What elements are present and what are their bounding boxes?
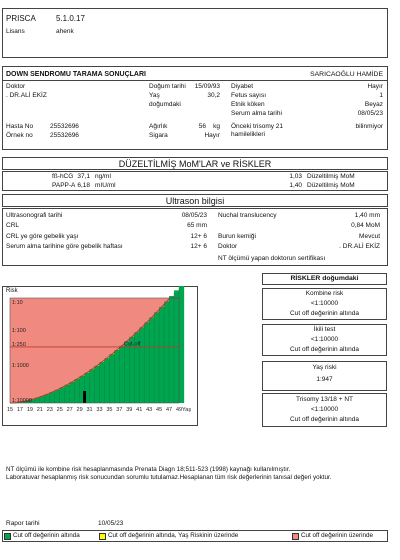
prev-trisomy-label: Önceki trisomy 21 [231, 123, 284, 130]
report-title: DOWN SENDROMU TARAMA SONUÇLARI [6, 71, 146, 78]
app-version: 5.1.0.17 [56, 14, 85, 23]
risk-title-1: Kombine risk [305, 290, 344, 297]
us-left-value-3: 12+ 6 [190, 233, 207, 240]
diabetes-label: Diyabet [231, 83, 254, 90]
us-right-label-1: Nuchal translucency [218, 212, 277, 219]
legend-swatch-red [292, 533, 299, 540]
doctor-value: . DR.ALİ EKİZ [6, 92, 47, 99]
x-tick-label: 35 [106, 407, 113, 413]
us-right-value-3: Mevcut [359, 233, 380, 240]
zone-green-bar [149, 317, 154, 403]
us-right-value-2: 0,84 MoM [351, 222, 380, 229]
us-right-label-3: Burun kemiği [218, 233, 256, 240]
x-tick-label: 23 [46, 407, 53, 413]
mom-value-2: 6,18 [77, 182, 90, 189]
us-left-value-1: 08/05/23 [181, 212, 207, 219]
risks-header: RİSKLER doğumdaki [290, 275, 359, 282]
x-tick-label: 49 [175, 407, 183, 413]
weight-unit: kg [213, 123, 220, 130]
legend-swatch-green [4, 533, 11, 540]
zone-green-bar [124, 341, 129, 403]
zone-green-bar [95, 366, 100, 403]
license-label: Lisans [6, 28, 25, 35]
legend-text-yellow: Cut off değerinin altında, Yaş Riskinin üzerinde [108, 532, 239, 539]
risk-title-3: Yaş riski [312, 364, 337, 371]
zone-green-bar [45, 394, 50, 403]
zone-green-bar [55, 390, 60, 403]
us-left-label-3: CRL ye göre gebelik yaşı [6, 233, 79, 240]
legend-text-green: Cut off değerinin altında [13, 532, 80, 539]
cutoff-label: Cut-off [124, 341, 141, 348]
mom-label-2: Düzeltilmiş MoM [307, 182, 355, 189]
risk-status-1: Cut off değerinin altında [290, 310, 359, 317]
note-line-1: NT ölçümü ile kombine risk hesaplanmasında Prenata Diagn 18;511-523 (1998) kaynağı kullanılmıştır. [6, 466, 291, 473]
risk-value-3: 1:947 [316, 376, 333, 383]
zone-green-bar [139, 327, 144, 403]
risk-title-4: Trisomy 13/18 + NT [295, 396, 353, 403]
zone-green-bar [75, 379, 80, 403]
x-tick-label: 33 [96, 407, 103, 413]
y-tick-label: 1:1000 [12, 363, 29, 369]
diabetes-value: Hayır [367, 83, 383, 90]
mom-mom-2: 1,40 [289, 182, 302, 189]
x-tick-label: 37 [116, 407, 123, 413]
birthdate-label: Doğum tarihi [149, 83, 186, 90]
x-tick-label: 17 [16, 407, 24, 413]
zone-green-bar [70, 382, 75, 403]
report-date-label: Rapor tarihi [6, 520, 40, 527]
us-right-label-4: Doktor [218, 243, 238, 250]
risk-value-4: <1:10000 [310, 406, 339, 413]
prev-trisomy-value: bilinmiyor [355, 123, 383, 130]
zone-green-bar [60, 387, 65, 403]
ethnic-value: Beyaz [364, 101, 383, 108]
report-date-value: 10/05/23 [98, 520, 124, 527]
x-tick-label: 27 [66, 407, 73, 413]
chart-ylabel: Risk [6, 288, 18, 294]
x-tick-label: 45 [156, 407, 163, 413]
risk-value-2: <1:10000 [310, 336, 339, 343]
license-value: ahenk [56, 28, 74, 35]
zone-green-bar [65, 385, 70, 403]
zone-green-bar [169, 296, 174, 403]
x-tick-label: 31 [86, 407, 93, 413]
zone-green-bar [50, 392, 55, 403]
legend-text-red: Cut off değerinin üzerinde [301, 532, 373, 539]
us-left-label-2: CRL [6, 222, 20, 229]
x-tick-label: 15 [6, 407, 14, 413]
x-tick-label: 21 [36, 407, 43, 413]
x-tick-label: 19 [26, 407, 33, 413]
ornek-no-label: Örnek no [6, 132, 33, 139]
zone-green-bar [109, 354, 114, 403]
age-label: Yaş [149, 92, 160, 99]
zone-green-bar [159, 307, 164, 403]
us-right-value-1: 1,40 mm [354, 212, 380, 219]
y-tick-label: 1:10 [12, 300, 23, 306]
mom-value-1: 37,1 [77, 173, 90, 180]
serum-date-label: Serum alma tarihi [231, 110, 282, 117]
zone-green-bar [144, 322, 149, 403]
app-name: PRISCA [6, 14, 36, 23]
ethnic-label: Etnik köken [231, 101, 265, 108]
mom-mom-1: 1,03 [289, 173, 302, 180]
ultrason-title: Ultrason bilgisi [165, 196, 225, 206]
zone-green-bar [179, 286, 184, 403]
zone-green-bar [154, 312, 159, 403]
mom-name-1: fß-hCG [52, 173, 74, 180]
nt-cert-note: NT ölçümü yapan doktorun sertifikası [218, 255, 326, 262]
us-right-value-4: . DR.ALİ EKİZ [339, 243, 380, 250]
zone-green-bar [114, 350, 119, 403]
patient-marker [83, 391, 86, 403]
hasta-no-value: 25532696 [50, 123, 79, 130]
x-tick-label: 41 [136, 407, 143, 413]
smoke-label: Sigara [149, 132, 168, 139]
note-line-2: Laboratuvar hesaplanmış risk sonucundan sorumlu tutulamaz.Hesaplanan tüm risk değerlerinin tanısal değeri yoktur. [6, 474, 332, 481]
x-tick-label: 43 [146, 407, 153, 413]
risk-title-2: İkili test [313, 326, 336, 333]
zone-green-bar [119, 346, 124, 403]
risk-status-4: Cut off değerinin altında [290, 416, 359, 423]
us-left-label-1: Ultrasonografi tarihi [6, 212, 63, 219]
birth-label: doğumdaki [149, 101, 181, 108]
birthdate-value: 15/09/93 [194, 83, 220, 90]
x-tick-label: 47 [165, 407, 173, 413]
x-tick-label: 39 [126, 407, 133, 413]
hasta-no-label: Hasta No [6, 123, 34, 130]
doctor-label: Doktor [6, 83, 26, 90]
ornek-no-value: 25532696 [50, 132, 79, 139]
zone-green-bar [90, 369, 95, 403]
weight-value: 56 [198, 123, 206, 130]
mom-label-1: Düzeltilmiş MoM [307, 173, 355, 180]
age-value: 30,2 [207, 92, 220, 99]
patient-name: SARICAOĞLU HAMİDE [310, 71, 383, 78]
y-tick-label: 1:250 [12, 341, 26, 348]
serum-date-value: 08/05/23 [357, 110, 383, 117]
mom-title: DÜZELTİLMİŞ MoM'LAR ve RİSKLER [118, 159, 272, 169]
risk-chart [0, 286, 200, 426]
prev-trisomy-label-2: hamilelikleri [231, 131, 265, 138]
zone-green-bar [99, 362, 104, 403]
weight-label: Ağırlık [149, 123, 168, 130]
risk-status-2: Cut off değerinin altında [290, 346, 359, 353]
us-left-value-4: 12+ 6 [190, 243, 207, 250]
title-rule [2, 80, 388, 81]
us-left-label-4: Serum alma tarihine göre gebelik haftası [6, 243, 123, 250]
x-axis-label: Yaş [182, 407, 192, 413]
smoke-value: Hayır [204, 132, 220, 139]
y-tick-label: 1:100 [12, 328, 26, 334]
risk-value-1: <1:10000 [310, 300, 339, 307]
zone-green-bar [104, 358, 109, 403]
fetus-value: 1 [379, 92, 383, 99]
fetus-label: Fetus sayısı [231, 92, 267, 99]
zone-green-bar [164, 302, 169, 403]
mom-unit-1: ng/ml [95, 173, 111, 180]
legend-swatch-yellow [99, 533, 106, 540]
x-tick-label: 29 [76, 407, 83, 413]
mom-name-2: PAPP-A [52, 182, 76, 189]
x-tick-label: 25 [56, 407, 63, 413]
mom-unit-2: mIU/ml [95, 182, 116, 189]
y-tick-label: 1:10000 [12, 398, 32, 404]
us-left-value-2: 65 mm [187, 222, 207, 229]
